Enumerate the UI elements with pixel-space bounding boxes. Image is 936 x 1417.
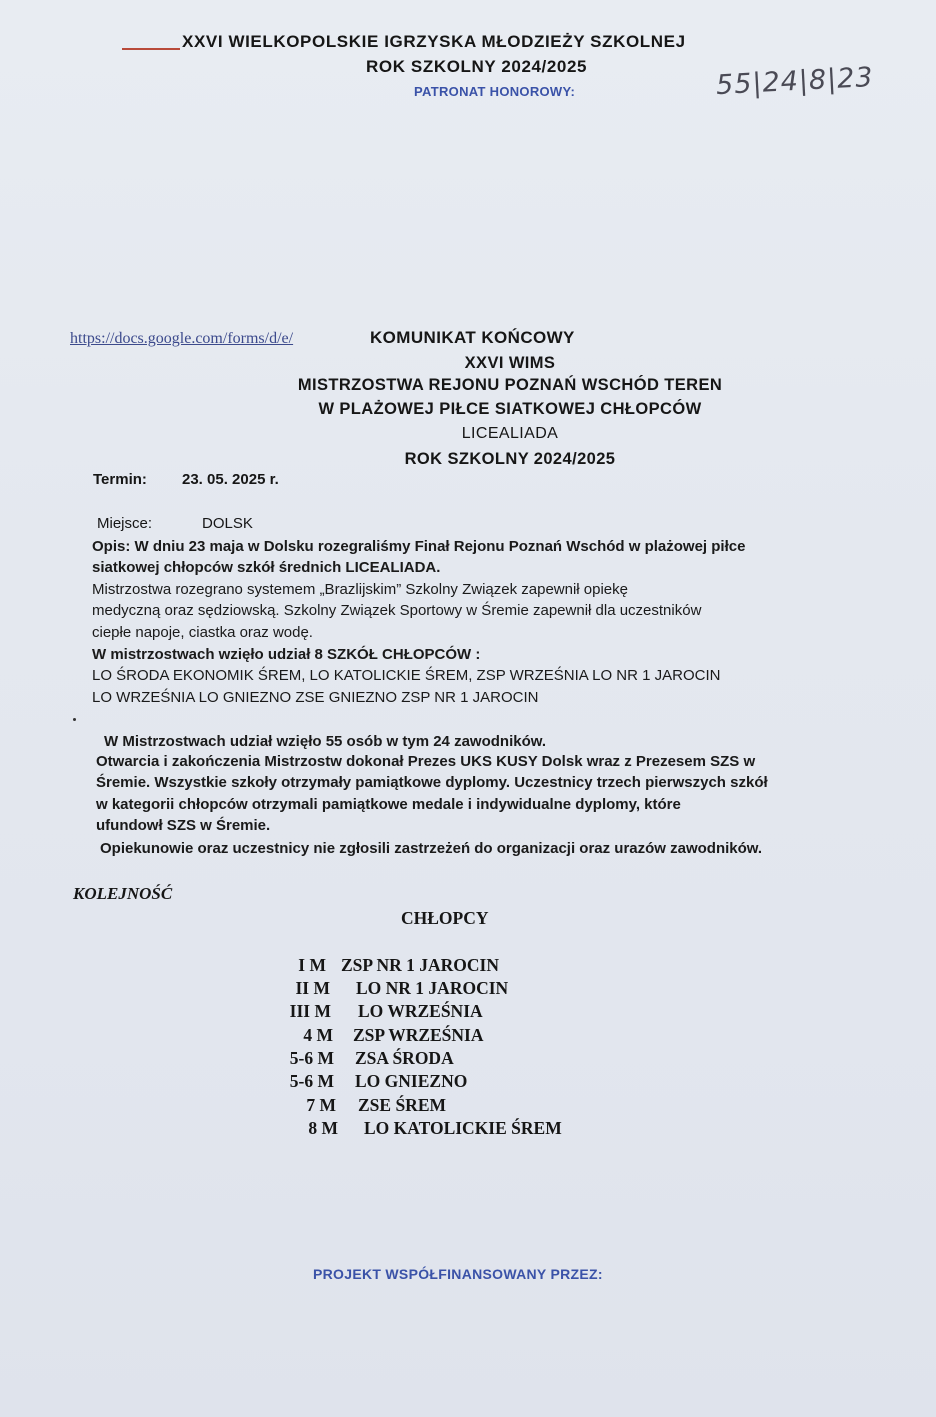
summary-line: Śremie. Wszystkie szkoły otrzymały pamiątkowe dyplomy. Uczestnicy trzech pierwszych szkół — [96, 774, 768, 791]
summary-line: Opiekunowie oraz uczestnicy nie zgłosili zastrzeżeń do organizacji oraz urazów zawodników. — [100, 840, 763, 857]
wims-title: XXVI WIMS — [464, 354, 556, 372]
result-team: ZSE ŚREM — [358, 1095, 447, 1115]
opis-line: medyczną oraz sędziowską. Szkolny Związek Sportowy w Śremie zapewnił dla uczestników — [92, 602, 702, 619]
termin-value: 23. 05. 2025 r. — [182, 471, 279, 488]
result-team: ZSP NR 1 JAROCIN — [341, 955, 500, 975]
chlopcy-heading: CHŁOPCY — [401, 908, 489, 928]
summary-line: w kategorii chłopców otrzymali pamiątkowe medale i indywidualne dyplomy, które — [96, 796, 681, 813]
summary-line: W Mistrzostwach udział wzięło 55 osób w tym 24 zawodników. — [104, 733, 547, 750]
result-rank: I M — [298, 955, 326, 975]
summary-line: ufundowł SZS w Śremie. — [96, 817, 271, 834]
header-title: XXVI WIELKOPOLSKIE IGRZYSKA MŁODZIEŻY SZKOLNEJ — [182, 32, 686, 51]
discipline-title: W PLAŻOWEJ PIŁCE SIATKOWEJ CHŁOPCÓW — [318, 400, 702, 418]
result-rank: 4 M — [303, 1025, 333, 1045]
opis-line: siatkowej chłopców szkół średnich LICEALIADA. — [92, 559, 441, 576]
miejsce-label: Miejsce: — [97, 515, 153, 532]
kolejnosc-heading: KOLEJNOŚĆ — [73, 884, 173, 903]
category-title: LICEALIADA — [461, 425, 559, 442]
mistrzostwa-title: MISTRZOSTWA REJONU POZNAŃ WSCHÓD TEREN — [297, 376, 723, 394]
header-school-year: ROK SZKOLNY 2024/2025 — [366, 57, 588, 76]
result-rank: 5-6 M — [289, 1071, 334, 1091]
result-rank: 5-6 M — [289, 1048, 334, 1068]
schools-line: LO ŚRODA EKONOMIK ŚREM, LO KATOLICKIE ŚREM, ZSP WRZEŚNIA LO NR 1 JAROCIN — [92, 667, 721, 684]
year-title: ROK SZKOLNY 2024/2025 — [404, 450, 616, 468]
result-team: ZSP WRZEŚNIA — [353, 1025, 484, 1045]
result-team: LO KATOLICKIE ŚREM — [364, 1118, 562, 1138]
form-link[interactable]: https://docs.google.com/forms/d/e/ — [70, 330, 294, 347]
result-team: ZSA ŚRODA — [355, 1048, 454, 1068]
handwritten-note: 55|24|8|23 — [715, 61, 875, 102]
result-team: LO NR 1 JAROCIN — [356, 978, 509, 998]
result-team: LO GNIEZNO — [355, 1071, 468, 1091]
schools-line: LO WRZEŚNIA LO GNIEZNO ZSE GNIEZNO ZSP NR 1 JAROCIN — [92, 689, 539, 706]
opis-line: Opis: W dniu 23 maja w Dolsku rozegraliśmy Finał Rejonu Poznań Wschód w plażowej piłce — [92, 538, 746, 555]
result-rank: II M — [295, 978, 330, 998]
komunikat-title: KOMUNIKAT KOŃCOWY — [370, 328, 575, 347]
miejsce-value: DOLSK — [202, 515, 253, 532]
patronat-label: PATRONAT HONOROWY: — [414, 84, 576, 99]
termin-label: Termin: — [93, 471, 147, 488]
result-rank: III M — [289, 1001, 331, 1021]
stray-dot — [73, 718, 76, 721]
header-dash — [122, 48, 180, 50]
opis-line: Mistrzostwa rozegrano systemem „Brazlijskim” Szkolny Związek zapewnił opiekę — [92, 581, 628, 598]
footer-project: PROJEKT WSPÓŁFINANSOWANY PRZEZ: — [313, 1266, 603, 1282]
result-rank: 8 M — [308, 1118, 338, 1138]
opis-line: W mistrzostwach wzięło udział 8 SZKÓŁ CHŁOPCÓW : — [92, 646, 481, 663]
opis-line: ciepłe napoje, ciastka oraz wodę. — [92, 624, 313, 641]
summary-line: Otwarcia i zakończenia Mistrzostw dokonał Prezes UKS KUSY Dolsk wraz z Prezesem SZS w — [96, 753, 756, 770]
result-team: LO WRZEŚNIA — [358, 1001, 483, 1021]
result-rank: 7 M — [306, 1095, 336, 1115]
